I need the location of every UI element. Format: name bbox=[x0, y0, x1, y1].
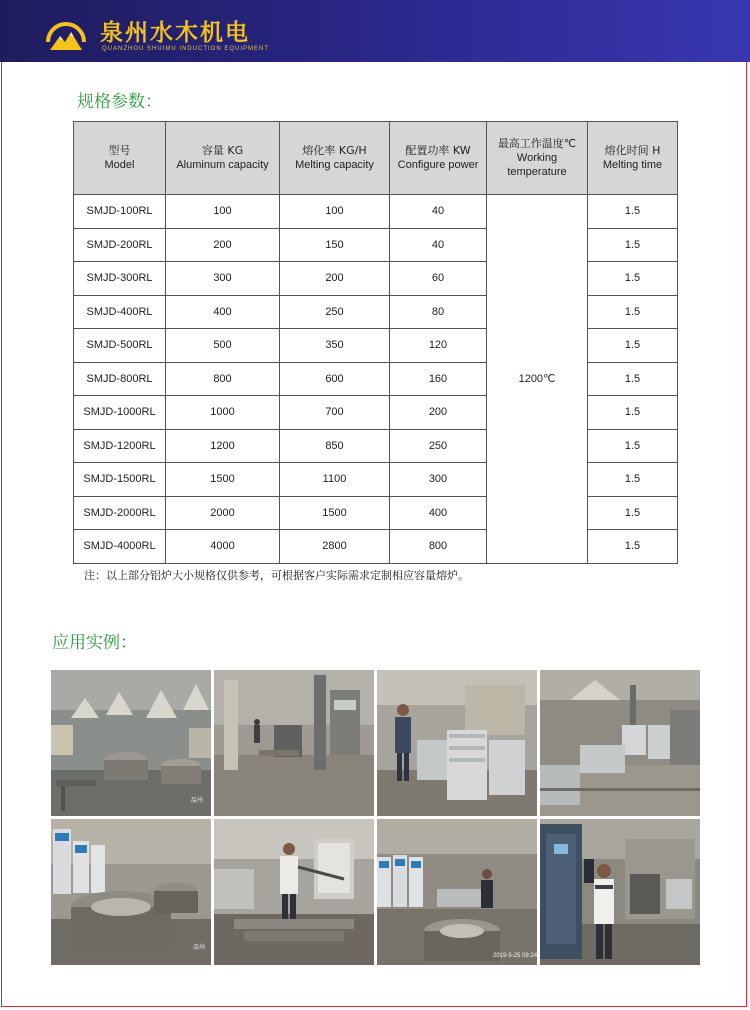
application-photo-grid bbox=[51, 670, 700, 965]
cell-time: 1.5 bbox=[588, 362, 678, 396]
cell-time: 1.5 bbox=[588, 530, 678, 564]
cell-time: 1.5 bbox=[588, 463, 678, 497]
cell-power: 40 bbox=[390, 228, 487, 262]
cell-model: SMJD-300RL bbox=[74, 262, 166, 296]
applications-section-title: 应用实例： bbox=[52, 633, 137, 653]
ingot-stacks-workshop-photo bbox=[540, 670, 700, 816]
worker-aluminum-ingots-photo bbox=[377, 670, 537, 816]
cell-capacity: 300 bbox=[166, 262, 280, 296]
cell-capacity: 500 bbox=[166, 329, 280, 363]
cell-capacity: 4000 bbox=[166, 530, 280, 564]
table-row bbox=[74, 195, 678, 229]
cell-power: 40 bbox=[390, 195, 487, 229]
table-row bbox=[74, 362, 678, 396]
cell-melting: 1100 bbox=[280, 463, 390, 497]
cell-model: SMJD-1200RL bbox=[74, 429, 166, 463]
cell-power: 120 bbox=[390, 329, 487, 363]
cell-time: 1.5 bbox=[588, 396, 678, 430]
cell-melting: 200 bbox=[280, 262, 390, 296]
worker-blue-cabinet-photo bbox=[540, 819, 700, 965]
photo-watermark: 2019-5-25 09:24 bbox=[493, 953, 537, 959]
cell-power: 200 bbox=[390, 396, 487, 430]
photo-watermark: 温州 bbox=[193, 945, 206, 951]
factory-floor-columns-photo bbox=[214, 670, 374, 816]
cell-model: SMJD-1500RL bbox=[74, 463, 166, 497]
cell-capacity: 1000 bbox=[166, 396, 280, 430]
specs-footnote: 注：以上部分铝炉大小规格仅供参考，可根据客户实际需求定制相应容量熔炉。 bbox=[84, 569, 469, 582]
cell-model: SMJD-200RL bbox=[74, 228, 166, 262]
table-row bbox=[74, 329, 678, 363]
cell-power: 400 bbox=[390, 496, 487, 530]
table-row bbox=[74, 429, 678, 463]
table-row bbox=[74, 262, 678, 296]
table-row bbox=[74, 396, 678, 430]
cell-melting: 850 bbox=[280, 429, 390, 463]
cell-power: 60 bbox=[390, 262, 487, 296]
cell-model: SMJD-1000RL bbox=[74, 396, 166, 430]
cell-power: 300 bbox=[390, 463, 487, 497]
cell-time: 1.5 bbox=[588, 262, 678, 296]
cell-model: SMJD-800RL bbox=[74, 362, 166, 396]
table-header-row bbox=[74, 122, 678, 195]
cell-model: SMJD-500RL bbox=[74, 329, 166, 363]
cell-melting: 2800 bbox=[280, 530, 390, 564]
cell-capacity: 1200 bbox=[166, 429, 280, 463]
cell-power: 800 bbox=[390, 530, 487, 564]
table-row bbox=[74, 295, 678, 329]
cell-power: 160 bbox=[390, 362, 487, 396]
cell-model: SMJD-400RL bbox=[74, 295, 166, 329]
cell-working-temperature: 1200℃ bbox=[487, 195, 588, 564]
cell-capacity: 200 bbox=[166, 228, 280, 262]
cell-capacity: 100 bbox=[166, 195, 280, 229]
cell-time: 1.5 bbox=[588, 429, 678, 463]
brand-name-cn: 泉州水木机电 bbox=[100, 20, 250, 46]
table-row bbox=[74, 496, 678, 530]
cell-capacity: 2000 bbox=[166, 496, 280, 530]
furnace-workshop-hoods-photo bbox=[51, 670, 211, 816]
col-header-model: 型号 Model bbox=[74, 122, 166, 195]
cell-melting: 600 bbox=[280, 362, 390, 396]
mountain-sun-logo-icon bbox=[46, 20, 86, 52]
specs-section-title: 规格参数： bbox=[77, 92, 162, 112]
col-header-power: 配置功率 KW Configure power bbox=[390, 122, 487, 195]
cell-melting: 1500 bbox=[280, 496, 390, 530]
cell-time: 1.5 bbox=[588, 195, 678, 229]
cell-time: 1.5 bbox=[588, 496, 678, 530]
brand-name-en: QUANZHOU SHUIMU INDUCTION EQUIPMENT bbox=[102, 46, 269, 52]
cell-time: 1.5 bbox=[588, 295, 678, 329]
cell-model: SMJD-100RL bbox=[74, 195, 166, 229]
table-row bbox=[74, 228, 678, 262]
furnace-floor-cabinets-photo bbox=[377, 819, 537, 965]
col-header-capacity: 容量 KG Aluminum capacity bbox=[166, 122, 280, 195]
cell-capacity: 400 bbox=[166, 295, 280, 329]
cell-model: SMJD-4000RL bbox=[74, 530, 166, 564]
cell-melting: 250 bbox=[280, 295, 390, 329]
cell-capacity: 1500 bbox=[166, 463, 280, 497]
brand-header bbox=[0, 0, 750, 62]
cell-melting: 700 bbox=[280, 396, 390, 430]
cell-melting: 100 bbox=[280, 195, 390, 229]
cell-time: 1.5 bbox=[588, 228, 678, 262]
cell-model: SMJD-2000RL bbox=[74, 496, 166, 530]
worker-casting-molds-photo bbox=[214, 819, 374, 965]
furnace-control-cabinets-photo bbox=[51, 819, 211, 965]
cell-capacity: 800 bbox=[166, 362, 280, 396]
photo-watermark: 温州 bbox=[191, 798, 204, 804]
specs-table bbox=[73, 121, 678, 564]
cell-time: 1.5 bbox=[588, 329, 678, 363]
cell-melting: 150 bbox=[280, 228, 390, 262]
table-row bbox=[74, 463, 678, 497]
col-header-melting-time: 熔化时间 H Melting time bbox=[588, 122, 678, 195]
table-row bbox=[74, 530, 678, 564]
col-header-melting-capacity: 熔化率 KG/H Melting capacity bbox=[280, 122, 390, 195]
cell-power: 250 bbox=[390, 429, 487, 463]
col-header-temperature: 最高工作温度℃ Working temperature bbox=[487, 122, 588, 195]
cell-melting: 350 bbox=[280, 329, 390, 363]
cell-power: 80 bbox=[390, 295, 487, 329]
